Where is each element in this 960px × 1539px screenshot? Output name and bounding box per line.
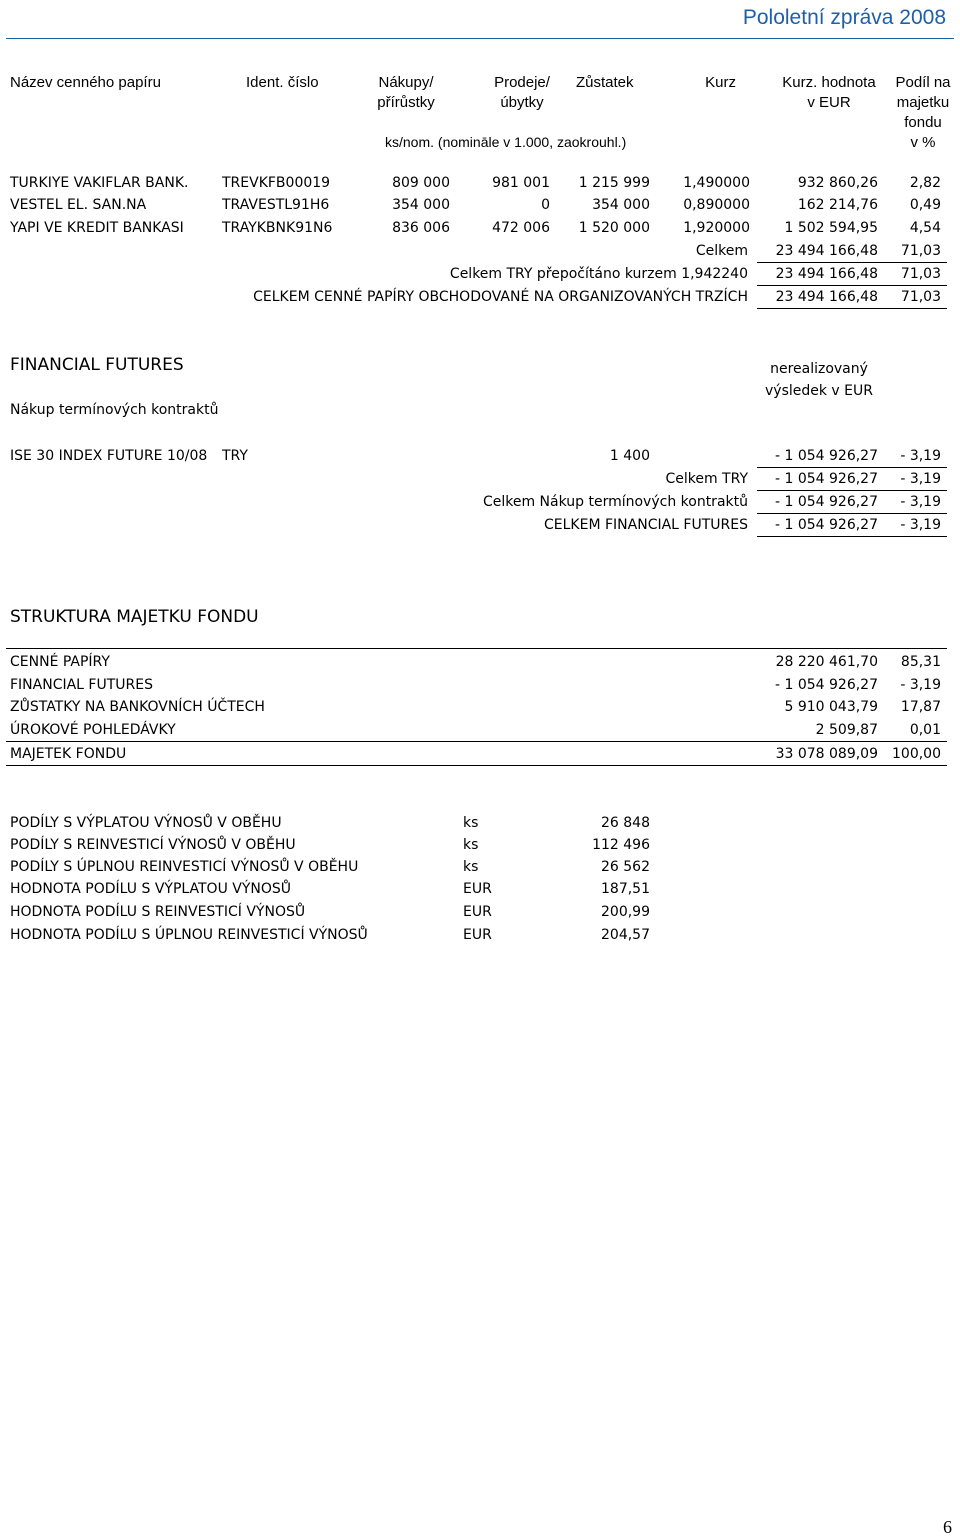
- col-header-rate: Kurz: [705, 74, 736, 91]
- structure-label: ZŮSTATKY NA BANKOVNÍCH ÚČTECH: [10, 699, 265, 715]
- units-note: ks/nom. (nomināle v 1.000, zaokrouhl.): [385, 134, 627, 150]
- futures-total-share: - 3,19: [900, 517, 941, 533]
- structure-share: 0,01: [909, 722, 941, 738]
- structure-bottom-rule: [6, 765, 947, 766]
- total-underline: [757, 285, 947, 286]
- security-ident: TRAYKBNK91N6: [222, 220, 333, 236]
- security-buys: 836 006: [392, 220, 450, 236]
- security-share: 0,49: [909, 197, 941, 213]
- security-balance: 354 000: [592, 197, 650, 213]
- futures-subtitle: Nákup termínových kontraktů: [10, 402, 219, 418]
- security-rate: 1,490000: [683, 175, 750, 191]
- security-name: YAPI VE KREDIT BANKASI: [10, 220, 184, 236]
- header-rule: [6, 38, 954, 39]
- security-share: 2,82: [909, 175, 941, 191]
- fund-assets-value: 33 078 089,09: [775, 746, 878, 762]
- security-balance: 1 215 999: [578, 175, 650, 191]
- security-value: 162 214,76: [797, 197, 878, 213]
- row-underline: [757, 467, 947, 468]
- future-share: - 3,19: [900, 448, 941, 464]
- structure-title: STRUKTURA MAJETKU FONDU: [10, 607, 259, 627]
- total-value: 23 494 166,48: [775, 266, 878, 282]
- units-unit: ks: [463, 837, 479, 853]
- units-label: PODÍLY S REINVESTICÍ VÝNOSŮ V OBĚHU: [10, 837, 296, 853]
- total-value: 23 494 166,48: [775, 243, 878, 259]
- futures-total-label: CELKEM FINANCIAL FUTURES: [544, 517, 748, 533]
- security-sales: 981 001: [492, 175, 550, 191]
- futures-total-label: Celkem TRY: [665, 471, 748, 487]
- total-share: 71,03: [900, 289, 941, 305]
- page-number: 6: [943, 1517, 952, 1537]
- structure-label: ÚROKOVÉ POHLEDÁVKY: [10, 722, 176, 738]
- total-label: Celkem: [695, 243, 748, 259]
- structure-share: 17,87: [900, 699, 941, 715]
- security-share: 4,54: [909, 220, 941, 236]
- security-sales: 472 006: [492, 220, 550, 236]
- units-unit: EUR: [463, 904, 492, 920]
- futures-total-value: - 1 054 926,27: [774, 471, 878, 487]
- structure-top-rule: [6, 648, 947, 649]
- unrealized-result-header: nerealizovaný výsledek v EUR: [765, 361, 873, 399]
- units-label: HODNOTA PODÍLU S ÚPLNOU REINVESTICÍ VÝNOSŮ: [10, 927, 368, 943]
- col-header-buys: Nákupy/ přírůstky: [377, 74, 435, 111]
- security-name: TURKIYE VAKIFLAR BANK.: [10, 175, 189, 191]
- units-label: HODNOTA PODÍLU S REINVESTICÍ VÝNOSŮ: [10, 904, 306, 920]
- units-value: 200,99: [601, 904, 650, 920]
- total-label: CELKEM CENNÉ PAPÍRY OBCHODOVANÉ NA ORGANIZOVANÝCH TRZÍCH: [253, 289, 748, 305]
- structure-value: - 1 054 926,27: [774, 677, 878, 693]
- total-value: 23 494 166,48: [775, 289, 878, 305]
- futures-total-value: - 1 054 926,27: [774, 517, 878, 533]
- total-underline: [757, 513, 947, 514]
- units-unit: ks: [463, 815, 479, 831]
- security-rate: 0,890000: [683, 197, 750, 213]
- structure-share: 85,31: [900, 654, 941, 670]
- units-unit: ks: [463, 859, 479, 875]
- security-name: VESTEL EL. SAN.NA: [10, 197, 147, 213]
- structure-share: - 3,19: [900, 677, 941, 693]
- futures-total-share: - 3,19: [900, 471, 941, 487]
- col-header-share: Podíl na majetku fondu v %: [895, 74, 951, 151]
- total-underline: [757, 308, 947, 309]
- security-ident: TRAVESTL91H6: [222, 197, 330, 213]
- security-buys: 809 000: [392, 175, 450, 191]
- total-underline: [757, 536, 947, 537]
- col-header-name: Název cenného papíru: [10, 74, 161, 91]
- total-underline: [757, 262, 947, 263]
- col-header-sales: Prodeje/ úbytky: [494, 74, 550, 111]
- units-value: 26 562: [601, 859, 650, 875]
- future-quantity: 1 400: [609, 448, 650, 464]
- units-label: HODNOTA PODÍLU S VÝPLATOU VÝNOSŮ: [10, 881, 292, 897]
- security-value: 932 860,26: [797, 175, 878, 191]
- units-label: PODÍLY S ÚPLNOU REINVESTICÍ VÝNOSŮ V OBĚHU: [10, 859, 359, 875]
- units-value: 112 496: [592, 837, 650, 853]
- total-underline: [757, 490, 947, 491]
- col-header-value: Kurz. hodnota v EUR: [782, 74, 876, 111]
- units-value: 26 848: [601, 815, 650, 831]
- security-buys: 354 000: [392, 197, 450, 213]
- structure-label: CENNÉ PAPÍRY: [10, 654, 110, 670]
- total-label: Celkem TRY přepočítáno kurzem 1,942240: [449, 266, 748, 282]
- security-rate: 1,920000: [683, 220, 750, 236]
- total-share: 71,03: [900, 266, 941, 282]
- col-header-balance: Zůstatek: [576, 74, 634, 91]
- futures-total-label: Celkem Nákup termínových kontraktů: [482, 494, 748, 510]
- col-header-ident: Ident. číslo: [246, 74, 319, 91]
- future-name: ISE 30 INDEX FUTURE 10/08: [10, 448, 208, 464]
- units-value: 204,57: [601, 927, 650, 943]
- fund-assets-share: 100,00: [892, 746, 941, 762]
- structure-total-rule: [6, 741, 947, 742]
- units-label: PODÍLY S VÝPLATOU VÝNOSŮ V OBĚHU: [10, 815, 282, 831]
- fund-assets-label: MAJETEK FONDU: [10, 746, 127, 762]
- units-unit: EUR: [463, 927, 492, 943]
- total-share: 71,03: [900, 243, 941, 259]
- structure-value: 2 509,87: [815, 722, 878, 738]
- report-title: Pololetní zpráva 2008: [742, 6, 946, 29]
- future-currency: TRY: [222, 448, 248, 464]
- futures-total-value: - 1 054 926,27: [774, 494, 878, 510]
- units-unit: EUR: [463, 881, 492, 897]
- security-value: 1 502 594,95: [784, 220, 878, 236]
- security-balance: 1 520 000: [578, 220, 650, 236]
- units-value: 187,51: [601, 881, 650, 897]
- structure-value: 5 910 043,79: [784, 699, 878, 715]
- futures-total-share: - 3,19: [900, 494, 941, 510]
- structure-label: FINANCIAL FUTURES: [10, 677, 153, 693]
- futures-title: FINANCIAL FUTURES: [10, 355, 184, 375]
- structure-value: 28 220 461,70: [775, 654, 878, 670]
- future-value: - 1 054 926,27: [774, 448, 878, 464]
- security-sales: 0: [541, 197, 550, 213]
- security-ident: TREVKFB00019: [222, 175, 331, 191]
